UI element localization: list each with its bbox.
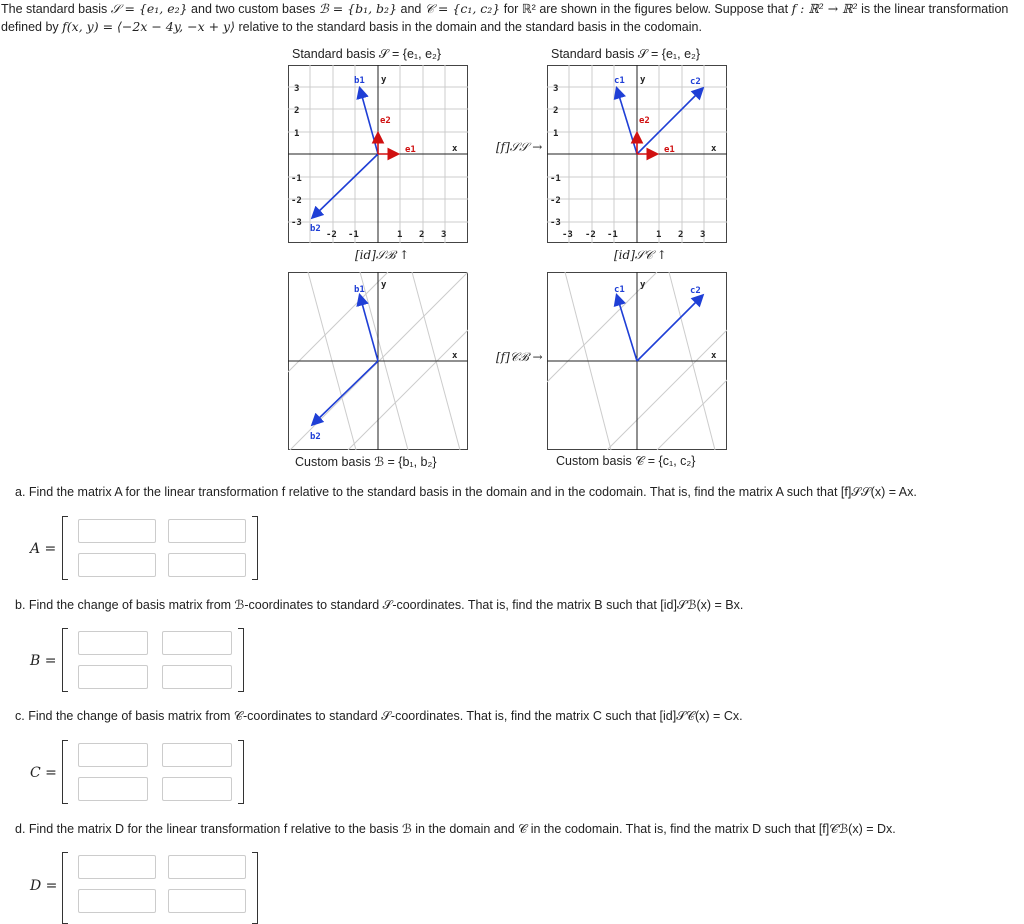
tick-y3: 3: [553, 84, 559, 94]
tick-ym3: -3: [550, 218, 561, 228]
intro-basis-b: ℬ = {b₁, b₂}: [318, 1, 398, 16]
matrix-a-left-bracket: [62, 516, 68, 580]
intro-text-2: and two custom bases: [187, 2, 319, 16]
tick-ym2: -2: [550, 196, 561, 206]
tick-x3: 3: [441, 230, 447, 240]
label-x: x: [711, 351, 717, 361]
matrix-d-cell-21[interactable]: [78, 889, 156, 913]
matrix-d-label: D =: [30, 878, 58, 894]
question-c: c. Find the change of basis matrix from 𝒞-coordinates to standard 𝒮-coordinates. That is, find the matrix C such that [id]𝒮𝒞(x) = Cx.: [15, 709, 743, 723]
matrix-c-cell-22[interactable]: [162, 777, 232, 801]
label-b2: b2: [310, 224, 321, 234]
tick-x1: 1: [656, 230, 662, 240]
matrix-a-cell-21[interactable]: [78, 553, 156, 577]
label-e1: e1: [664, 145, 675, 155]
custom-right-title: Custom basis 𝒞 = {c₁, c₂}: [556, 454, 696, 468]
plot-custom-b: [288, 272, 468, 450]
label-b1: b1: [354, 285, 365, 295]
tick-ym2: -2: [291, 196, 302, 206]
custom-left-title: Custom basis ℬ = {b₁, b₂}: [295, 455, 437, 469]
label-x: x: [711, 144, 717, 154]
matrix-b-cell-11[interactable]: [78, 631, 148, 655]
intro-text-3: and: [397, 2, 425, 16]
label-c1: c1: [614, 285, 625, 295]
std-right-title: Standard basis 𝒮 = {e₁, e₂}: [551, 47, 701, 61]
tick-xm1: -1: [348, 230, 359, 240]
intro-text-1: The standard basis: [1, 2, 111, 16]
map-id-c: [id]𝒮𝒞 ↑: [614, 248, 667, 262]
tick-x2: 2: [678, 230, 684, 240]
tick-xm1: -1: [607, 230, 618, 240]
intro-std-basis: 𝒮 = {e₁, e₂}: [110, 1, 188, 16]
intro-fdef: f(x, y) = ⟨−2x − 4y, −x + y⟩: [62, 19, 235, 34]
matrix-a-right-bracket: [252, 516, 258, 580]
label-y: y: [381, 75, 387, 85]
label-e2: e2: [380, 116, 391, 126]
tick-ym1: -1: [550, 174, 561, 184]
map-id-b: [id]𝒮ℬ ↑: [355, 248, 410, 262]
intro-text-4: for ℝ² are shown in the figures below. Suppose that: [500, 2, 792, 16]
tick-xm2: -2: [585, 230, 596, 240]
label-b2: b2: [310, 432, 321, 442]
tick-xm3: -3: [562, 230, 573, 240]
label-y: y: [640, 280, 646, 290]
matrix-d-right-bracket: [252, 852, 258, 924]
matrix-c-cell-11[interactable]: [78, 743, 148, 767]
tick-y3: 3: [294, 84, 300, 94]
tick-y2: 2: [553, 106, 559, 116]
matrix-b-cell-21[interactable]: [78, 665, 148, 689]
question-d: d. Find the matrix D for the linear transformation f relative to the basis ℬ in the domain and 𝒞 in the codomain. That is, find the matrix D such that [f]𝒞ℬ(x) = Dx.: [15, 822, 896, 836]
label-c2: c2: [690, 286, 701, 296]
matrix-d-left-bracket: [62, 852, 68, 924]
intro-fmap: f : ℝ² → ℝ²: [791, 1, 858, 16]
matrix-b-label: B =: [30, 653, 57, 669]
intro-text-6: relative to the standard basis in the domain and the standard basis in the codomain.: [235, 20, 702, 34]
tick-xm2: -2: [326, 230, 337, 240]
matrix-c-left-bracket: [62, 740, 68, 804]
label-b1: b1: [354, 76, 365, 86]
tick-y1: 1: [294, 129, 300, 139]
tick-y1: 1: [553, 129, 559, 139]
map-f-custom: [f]𝒞ℬ →: [496, 350, 543, 364]
matrix-b-cell-22[interactable]: [162, 665, 232, 689]
tick-x1: 1: [397, 230, 403, 240]
matrix-a-label: A =: [30, 541, 57, 557]
map-f-std: [f]𝒮𝒮 →: [496, 140, 543, 154]
label-y: y: [381, 280, 387, 290]
matrix-a-cell-22[interactable]: [168, 553, 246, 577]
matrix-b-right-bracket: [238, 628, 244, 692]
label-y: y: [640, 75, 646, 85]
matrix-c-cell-21[interactable]: [78, 777, 148, 801]
matrix-d-cell-22[interactable]: [168, 889, 246, 913]
plot-standard-right: [547, 65, 727, 243]
label-x: x: [452, 351, 458, 361]
matrix-d-cell-11[interactable]: [78, 855, 156, 879]
label-e1: e1: [405, 145, 416, 155]
matrix-a-cell-11[interactable]: [78, 519, 156, 543]
matrix-c-label: C =: [30, 765, 57, 781]
plot-custom-c: [547, 272, 727, 450]
matrix-b-cell-12[interactable]: [162, 631, 232, 655]
matrix-d-cell-12[interactable]: [168, 855, 246, 879]
label-c1: c1: [614, 76, 625, 86]
std-left-title: Standard basis 𝒮 = {e₁, e₂}: [292, 47, 442, 61]
tick-x2: 2: [419, 230, 425, 240]
question-b: b. Find the change of basis matrix from ℬ-coordinates to standard 𝒮-coordinates. That is, find the matrix B such that [id]𝒮ℬ(x) = Bx.: [15, 598, 744, 612]
label-x: x: [452, 144, 458, 154]
tick-ym3: -3: [291, 218, 302, 228]
matrix-b-left-bracket: [62, 628, 68, 692]
matrix-a-cell-12[interactable]: [168, 519, 246, 543]
plot-standard-left: [288, 65, 468, 243]
tick-y2: 2: [294, 106, 300, 116]
intro-basis-c: 𝒞 = {c₁, c₂}: [424, 1, 501, 16]
label-c2: c2: [690, 77, 701, 87]
tick-ym1: -1: [291, 174, 302, 184]
intro-text-5: is the linear transformation defined by: [1, 2, 1009, 34]
matrix-c-cell-12[interactable]: [162, 743, 232, 767]
problem-intro: [1, 0, 1021, 36]
matrix-c-right-bracket: [238, 740, 244, 804]
label-e2: e2: [639, 116, 650, 126]
tick-x3: 3: [700, 230, 706, 240]
question-a: a. Find the matrix A for the linear transformation f relative to the standard basis in the domain and in the codomain. That is, find the matrix A such that [f]𝒮𝒮(x) = Ax.: [15, 485, 917, 499]
